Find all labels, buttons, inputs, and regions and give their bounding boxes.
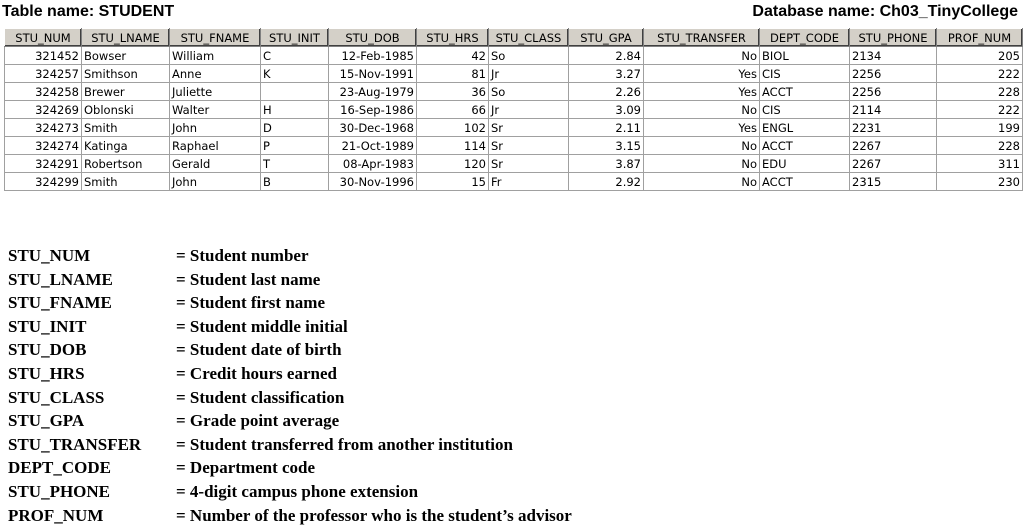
legend-term: STU_FNAME — [8, 293, 112, 313]
cell-stu-dob[interactable]: 12-Feb-1985 — [329, 47, 417, 65]
cell-stu-transfer[interactable]: No — [644, 137, 760, 155]
cell-stu-class[interactable]: So — [489, 83, 569, 101]
cell-stu-lname[interactable]: Oblonski — [82, 101, 170, 119]
cell-stu-num[interactable]: 324269 — [5, 101, 82, 119]
cell-dept-code[interactable]: ACCT — [760, 83, 850, 101]
cell-stu-gpa[interactable]: 3.87 — [569, 155, 644, 173]
cell-stu-num[interactable]: 321452 — [5, 47, 82, 65]
cell-stu-gpa[interactable]: 2.92 — [569, 173, 644, 191]
cell-stu-hrs[interactable]: 15 — [417, 173, 489, 191]
legend-term: STU_LNAME — [8, 269, 113, 289]
legend-entry — [8, 268, 572, 292]
cell-stu-fname[interactable]: Gerald — [170, 155, 261, 173]
legend-entry — [8, 244, 572, 268]
table-row[interactable] — [5, 137, 1023, 155]
cell-stu-fname[interactable]: Juliette — [170, 83, 261, 101]
column-header-stu-fname[interactable]: STU_FNAME — [170, 29, 261, 47]
database-name-title: Database name: Ch03_TinyCollege — [752, 3, 1018, 20]
cell-stu-init[interactable]: T — [261, 155, 329, 173]
cell-prof-num[interactable]: 311 — [937, 155, 1023, 173]
cell-prof-num[interactable]: 199 — [937, 119, 1023, 137]
cell-dept-code[interactable]: CIS — [760, 101, 850, 119]
cell-stu-lname[interactable]: Robertson — [82, 155, 170, 173]
cell-stu-gpa[interactable]: 2.26 — [569, 83, 644, 101]
legend-definition: = Student number — [176, 246, 309, 265]
cell-stu-lname[interactable]: Katinga — [82, 137, 170, 155]
legend-entry — [8, 433, 572, 457]
cell-stu-class[interactable]: Sr — [489, 137, 569, 155]
cell-stu-phone[interactable]: 2267 — [850, 137, 937, 155]
column-header-prof-num[interactable]: PROF_NUM — [937, 29, 1023, 47]
legend-term: STU_PHONE — [8, 481, 111, 501]
cell-stu-lname[interactable]: Smith — [82, 173, 170, 191]
cell-stu-dob[interactable]: 15-Nov-1991 — [329, 65, 417, 83]
legend-term: DEPT_CODE — [8, 458, 111, 478]
cell-stu-phone[interactable]: 2256 — [850, 65, 937, 83]
cell-stu-lname[interactable]: Smith — [82, 119, 170, 137]
column-header-stu-phone[interactable]: STU_PHONE — [850, 29, 937, 47]
cell-stu-class[interactable]: Sr — [489, 119, 569, 137]
cell-stu-fname[interactable]: Walter — [170, 101, 261, 119]
table-row[interactable] — [5, 101, 1023, 119]
legend-entry — [8, 456, 572, 480]
cell-prof-num[interactable]: 222 — [937, 65, 1023, 83]
legend-entry — [8, 291, 572, 315]
legend-entry — [8, 338, 572, 362]
cell-stu-fname[interactable]: Raphael — [170, 137, 261, 155]
cell-stu-gpa[interactable]: 2.84 — [569, 47, 644, 65]
cell-stu-fname[interactable]: William — [170, 47, 261, 65]
cell-prof-num[interactable]: 205 — [937, 47, 1023, 65]
legend-definition: = Grade point average — [176, 411, 340, 431]
cell-stu-init[interactable]: B — [261, 173, 329, 191]
legend-entry — [8, 480, 572, 504]
cell-stu-hrs[interactable]: 42 — [417, 47, 489, 65]
cell-stu-phone[interactable]: 2315 — [850, 173, 937, 191]
column-header-dept-code[interactable]: DEPT_CODE — [760, 29, 850, 47]
legend-entry — [8, 362, 572, 386]
cell-stu-phone[interactable]: 2114 — [850, 101, 937, 119]
cell-stu-phone[interactable]: 2267 — [850, 155, 937, 173]
legend-term: STU_CLASS — [8, 387, 105, 407]
legend-term: PROF_NUM — [8, 505, 104, 525]
cell-prof-num[interactable]: 228 — [937, 137, 1023, 155]
legend-definition: = Student first name — [176, 293, 325, 313]
cell-stu-num[interactable]: 324273 — [5, 119, 82, 137]
legend-definition: = Department code — [176, 458, 316, 478]
legend-term: STU_INIT — [8, 316, 87, 336]
legend-definition: = Student transferred from another institution — [176, 434, 513, 454]
cell-stu-phone[interactable]: 2231 — [850, 119, 937, 137]
cell-stu-phone[interactable]: 2256 — [850, 83, 937, 101]
cell-stu-init[interactable]: P — [261, 137, 329, 155]
table-row[interactable] — [5, 47, 1023, 65]
cell-stu-num[interactable]: 324274 — [5, 137, 82, 155]
cell-prof-num[interactable]: 230 — [937, 173, 1023, 191]
table-row[interactable] — [5, 173, 1023, 191]
legend-entry — [8, 315, 572, 339]
cell-dept-code[interactable]: CIS — [760, 65, 850, 83]
cell-stu-lname[interactable]: Brewer — [82, 83, 170, 101]
column-header-stu-hrs[interactable]: STU_HRS — [417, 29, 489, 47]
cell-stu-gpa[interactable]: 3.15 — [569, 137, 644, 155]
legend-entry — [8, 409, 572, 433]
legend-definition: = Student middle initial — [176, 316, 348, 336]
cell-stu-lname[interactable]: Smithson — [82, 65, 170, 83]
legend-term: STU_DOB — [8, 340, 87, 360]
cell-stu-num[interactable]: 324291 — [5, 155, 82, 173]
cell-stu-class[interactable]: Fr — [489, 173, 569, 191]
column-header-stu-init[interactable]: STU_INIT — [261, 29, 329, 47]
cell-stu-dob[interactable]: 23-Aug-1979 — [329, 83, 417, 101]
cell-stu-fname[interactable]: John — [170, 173, 261, 191]
cell-prof-num[interactable]: 228 — [937, 83, 1023, 101]
cell-stu-transfer[interactable]: Yes — [644, 65, 760, 83]
cell-stu-gpa[interactable]: 2.11 — [569, 119, 644, 137]
table-row[interactable] — [5, 65, 1023, 83]
cell-dept-code[interactable]: BIOL — [760, 47, 850, 65]
cell-stu-gpa[interactable]: 3.09 — [569, 101, 644, 119]
cell-stu-hrs[interactable]: 36 — [417, 83, 489, 101]
column-header-stu-class[interactable]: STU_CLASS — [489, 29, 569, 47]
cell-stu-init[interactable] — [261, 83, 329, 101]
cell-stu-lname[interactable]: Bowser — [82, 47, 170, 65]
legend-definition: = Credit hours earned — [176, 363, 337, 383]
cell-stu-init[interactable]: C — [261, 47, 329, 65]
column-header-stu-dob[interactable]: STU_DOB — [329, 29, 417, 47]
table-row[interactable] — [5, 83, 1023, 101]
cell-stu-hrs[interactable]: 120 — [417, 155, 489, 173]
cell-stu-class[interactable]: So — [489, 47, 569, 65]
cell-prof-num[interactable]: 222 — [937, 101, 1023, 119]
cell-stu-dob[interactable]: 30-Dec-1968 — [329, 119, 417, 137]
column-header-stu-transfer[interactable]: STU_TRANSFER — [644, 29, 760, 47]
column-legend — [8, 244, 572, 527]
legend-entry — [8, 504, 572, 527]
table-row[interactable] — [5, 119, 1023, 137]
legend-term: STU_GPA — [8, 411, 85, 431]
cell-stu-class[interactable]: Jr — [489, 65, 569, 83]
cell-stu-dob[interactable]: 08-Apr-1983 — [329, 155, 417, 173]
student-table — [4, 28, 1023, 191]
cell-stu-init[interactable]: H — [261, 101, 329, 119]
cell-stu-init[interactable]: D — [261, 119, 329, 137]
column-header-stu-num[interactable]: STU_NUM — [5, 29, 82, 47]
legend-term: STU_HRS — [8, 363, 85, 383]
cell-stu-fname[interactable]: Anne — [170, 65, 261, 83]
document-header — [2, 2, 1020, 26]
legend-term: STU_NUM — [8, 246, 91, 265]
cell-stu-dob[interactable]: 30-Nov-1996 — [329, 173, 417, 191]
cell-stu-num[interactable]: 324299 — [5, 173, 82, 191]
legend-definition: = Student date of birth — [176, 340, 342, 360]
cell-stu-hrs[interactable]: 114 — [417, 137, 489, 155]
legend-definition: = Number of the professor who is the student’s advisor — [176, 505, 572, 525]
cell-stu-dob[interactable]: 21-Oct-1989 — [329, 137, 417, 155]
cell-stu-init[interactable]: K — [261, 65, 329, 83]
cell-stu-transfer[interactable]: No — [644, 155, 760, 173]
cell-stu-transfer[interactable]: Yes — [644, 83, 760, 101]
legend-definition: = 4-digit campus phone extension — [176, 481, 419, 501]
cell-stu-class[interactable]: Jr — [489, 101, 569, 119]
column-header-stu-lname[interactable]: STU_LNAME — [82, 29, 170, 47]
legend-term: STU_TRANSFER — [8, 434, 142, 454]
cell-stu-phone[interactable]: 2134 — [850, 47, 937, 65]
cell-stu-hrs[interactable]: 66 — [417, 101, 489, 119]
cell-dept-code[interactable]: ENGL — [760, 119, 850, 137]
cell-dept-code[interactable]: ACCT — [760, 173, 850, 191]
legend-definition: = Student classification — [176, 387, 345, 407]
cell-stu-hrs[interactable]: 81 — [417, 65, 489, 83]
legend-entry — [8, 386, 572, 410]
column-header-stu-gpa[interactable]: STU_GPA — [569, 29, 644, 47]
cell-stu-class[interactable]: Sr — [489, 155, 569, 173]
table-body — [5, 47, 1023, 191]
table-row[interactable] — [5, 155, 1023, 173]
table-name-title: Table name: STUDENT — [2, 3, 175, 20]
cell-stu-num[interactable]: 324257 — [5, 65, 82, 83]
legend-definition: = Student last name — [176, 269, 321, 289]
cell-stu-transfer[interactable]: No — [644, 101, 760, 119]
cell-dept-code[interactable]: EDU — [760, 155, 850, 173]
cell-stu-transfer[interactable]: No — [644, 173, 760, 191]
cell-dept-code[interactable]: ACCT — [760, 137, 850, 155]
cell-stu-num[interactable]: 324258 — [5, 83, 82, 101]
cell-stu-hrs[interactable]: 102 — [417, 119, 489, 137]
cell-stu-gpa[interactable]: 3.27 — [569, 65, 644, 83]
table-header-row — [5, 29, 1023, 47]
cell-stu-transfer[interactable]: Yes — [644, 119, 760, 137]
cell-stu-dob[interactable]: 16-Sep-1986 — [329, 101, 417, 119]
cell-stu-transfer[interactable]: No — [644, 47, 760, 65]
cell-stu-fname[interactable]: John — [170, 119, 261, 137]
